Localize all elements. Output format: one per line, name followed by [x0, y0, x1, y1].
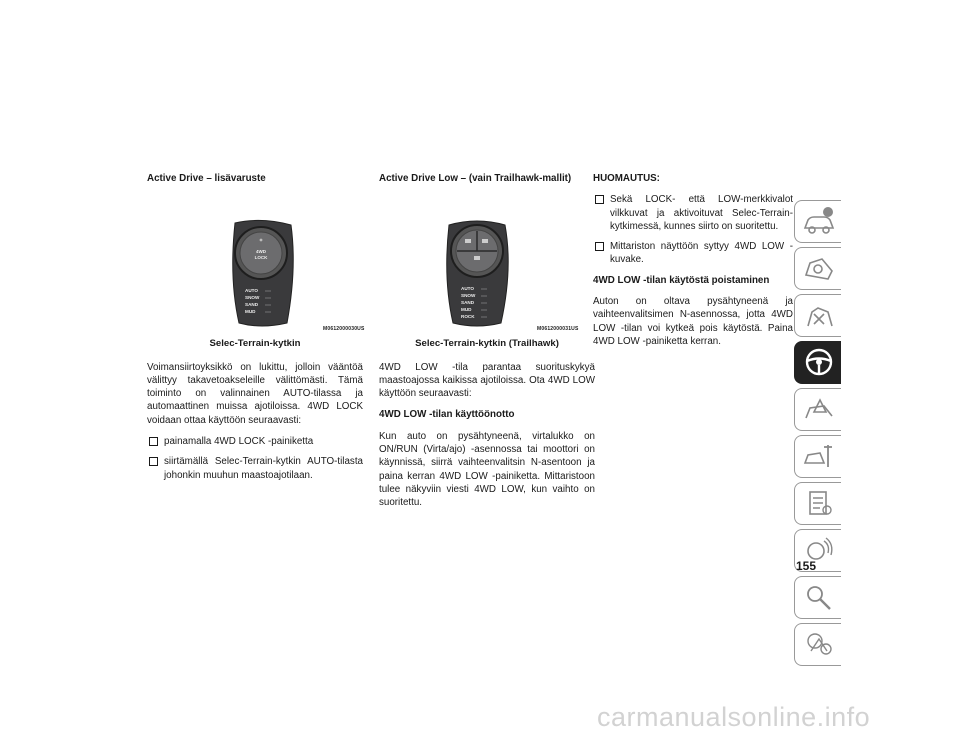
language-icon — [802, 629, 836, 659]
selec-terrain-trailhawk-figure — [379, 193, 595, 333]
body-paragraph: Auton on oltava pysähtyneenä ja vaihteenvalitsimen N-asennossa, jotta 4WD LOW -tilan voi kytkeä pois käytöstä. Paina 4WD LOW -painiketta kerran. — [593, 296, 793, 347]
body-paragraph: Kun auto on pysähtyneenä, virtalukko on ON/RUN (Virta/ajo) -asennossa tai moottori on käynnissä, siirrä vaihteenvalitsin N-asentoon ja paina kerran 4WD LOW -painiketta. Mittaristoon tulee näkyviin viesti 4WD LOW, kun vaihto on suoritettu. — [379, 430, 595, 509]
knob-label-4wd: 4WD — [256, 249, 266, 255]
mode-mud: MUD — [245, 309, 256, 315]
checkbox-bullet-icon — [595, 195, 604, 204]
tab-service[interactable] — [794, 435, 841, 478]
selec-terrain-figure — [147, 193, 365, 333]
tab-language[interactable] — [794, 623, 841, 666]
tab-car-info[interactable] — [794, 200, 841, 243]
subsection-heading: 4WD LOW -tilan käyttöönotto — [379, 409, 515, 421]
figure-caption: Selec-Terrain-kytkin (Trailhawk) — [415, 338, 559, 350]
checkbox-bullet-icon — [595, 242, 604, 251]
tab-starting-operating[interactable] — [794, 341, 841, 384]
list-item: siirtämällä Selec-Terrain-kytkin AUTO-tilasta johonkin muuhun maastoajotilaan. — [147, 455, 363, 482]
specs-icon — [802, 488, 836, 518]
tab-safety[interactable] — [794, 294, 841, 337]
safety-icon — [802, 300, 836, 330]
tab-emergency[interactable] — [794, 388, 841, 431]
tab-specs[interactable] — [794, 482, 841, 525]
steering-wheel-icon — [802, 347, 836, 377]
mode-snow: SNOW — [245, 295, 260, 301]
body-paragraph: Voimansiirtoyksikkö on lukittu, jolloin vääntöä välittyy takavetoakseleille välittömästi. Tämä toiminto on valinnainen AUTO-tilassa ja automaattinen muissa ajotiloissa. 4WD LOCK voidaan ottaa käyttöön seuraavasti: — [147, 361, 363, 426]
mode-rock: ROCK — [461, 314, 475, 320]
section-heading: Active Drive – lisävaruste — [147, 173, 266, 184]
switch-panel-image — [441, 219, 513, 329]
dashboard-icon — [802, 253, 836, 283]
column-active-drive-low — [379, 172, 595, 518]
service-icon — [802, 441, 836, 471]
list-item: Mittariston näyttöön syttyy 4WD LOW -kuvake. — [593, 240, 793, 267]
note-heading: HUOMAUTUS: — [593, 173, 660, 184]
checkbox-bullet-icon — [149, 437, 158, 446]
mode-auto: AUTO — [461, 286, 474, 292]
knob-label-lock: LOCK — [254, 255, 268, 261]
tab-index[interactable] — [794, 576, 841, 619]
mode-sand: SAND — [461, 300, 475, 306]
figure-caption: Selec-Terrain-kytkin — [209, 338, 301, 350]
page-number: 155 — [796, 559, 817, 573]
switch-panel-image — [225, 219, 297, 329]
watermark: carmanualsonline.info — [597, 702, 871, 732]
mode-snow: SNOW — [461, 293, 476, 299]
mode-sand: SAND — [245, 302, 259, 308]
search-icon — [802, 582, 836, 612]
section-heading: Active Drive Low – (vain Trailhawk-mallit) — [379, 173, 572, 184]
mode-mud: MUD — [461, 307, 472, 313]
mode-auto: AUTO — [245, 288, 258, 294]
subsection-heading: 4WD LOW -tilan käytöstä poistaminen — [593, 274, 770, 286]
tab-dashboard[interactable] — [794, 247, 841, 290]
checkbox-bullet-icon — [149, 457, 158, 466]
car-info-icon — [802, 206, 836, 236]
figure-code: M0612000031US — [537, 326, 579, 333]
list-item: painamalla 4WD LOCK -painiketta — [147, 435, 363, 448]
chapter-tabs — [794, 200, 842, 670]
figure-code: M0612000030US — [323, 326, 365, 333]
column-note — [593, 172, 793, 356]
body-paragraph: 4WD LOW -tila parantaa suorituskykyä maastoajossa kaikissa ajotiloissa. Ota 4WD LOW käyttöön seuraavasti: — [379, 361, 595, 400]
list-item: Sekä LOCK- että LOW-merkkivalot vilkkuvat ja aktivoituvat Selec-Terrain-kytkimessä, kunnes siirto on suoritettu. — [593, 193, 793, 233]
column-active-drive — [147, 172, 363, 489]
emergency-icon — [802, 394, 836, 424]
